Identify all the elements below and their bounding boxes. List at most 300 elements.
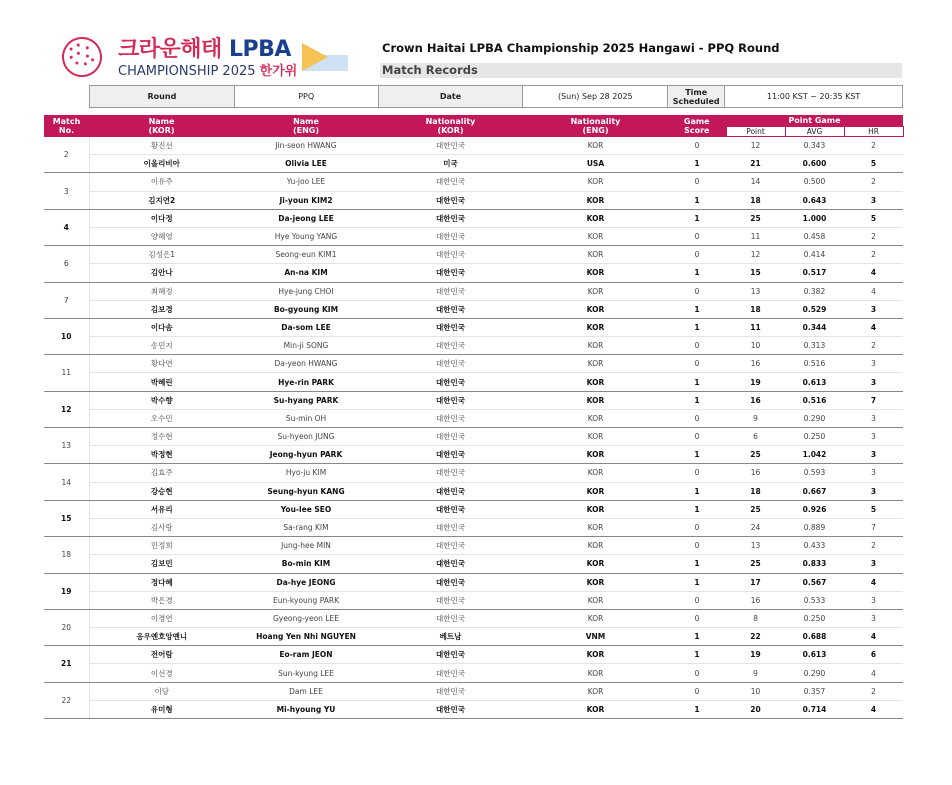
hr-value: 3 bbox=[844, 482, 903, 500]
table-row bbox=[44, 137, 903, 155]
avg-value: 0.250 bbox=[785, 428, 844, 446]
hr-value: 5 bbox=[844, 155, 903, 173]
hr-value: 3 bbox=[844, 300, 903, 318]
player-name-eng: Seung-hyun KANG bbox=[234, 482, 378, 500]
avg-value: 0.414 bbox=[785, 246, 844, 264]
player-name-eng: Hye-rin PARK bbox=[234, 373, 378, 391]
nationality-kor: 대한민국 bbox=[378, 609, 523, 627]
point-value: 19 bbox=[726, 646, 785, 664]
nationality-eng: KOR bbox=[523, 482, 668, 500]
point-value: 18 bbox=[726, 300, 785, 318]
avg-value: 0.516 bbox=[785, 391, 844, 409]
player-name-kor: 이당 bbox=[89, 682, 234, 700]
hr-value: 3 bbox=[844, 409, 903, 427]
date-value: (Sun) Sep 28 2025 bbox=[523, 86, 668, 108]
player-name-kor: 김지연2 bbox=[89, 191, 234, 209]
match-number: 19 bbox=[44, 573, 89, 609]
nationality-kor: 대한민국 bbox=[378, 428, 523, 446]
hr-value: 2 bbox=[844, 246, 903, 264]
col-name-kor: Name (KOR) bbox=[89, 115, 234, 137]
table-row bbox=[44, 246, 903, 264]
game-score: 1 bbox=[668, 500, 726, 518]
nationality-kor: 대한민국 bbox=[378, 300, 523, 318]
game-score: 0 bbox=[668, 591, 726, 609]
nationality-kor: 대한민국 bbox=[378, 282, 523, 300]
player-name-eng: Su-hyeon JUNG bbox=[234, 428, 378, 446]
point-value: 10 bbox=[726, 682, 785, 700]
point-value: 8 bbox=[726, 609, 785, 627]
table-row bbox=[44, 700, 903, 718]
col-nat-kor: Nationality (KOR) bbox=[378, 115, 523, 137]
nationality-kor: 대한민국 bbox=[378, 373, 523, 391]
player-name-kor: 오수민 bbox=[89, 409, 234, 427]
nationality-kor: 대한민국 bbox=[378, 482, 523, 500]
round-info-table bbox=[89, 85, 903, 108]
point-value: 25 bbox=[726, 500, 785, 518]
point-value: 19 bbox=[726, 373, 785, 391]
match-number: 2 bbox=[44, 137, 89, 173]
col-nat-eng: Nationality (ENG) bbox=[523, 115, 668, 137]
player-name-eng: Eun-kyoung PARK bbox=[234, 591, 378, 609]
match-number: 15 bbox=[44, 500, 89, 536]
game-score: 1 bbox=[668, 300, 726, 318]
nationality-kor: 대한민국 bbox=[378, 591, 523, 609]
avg-value: 0.667 bbox=[785, 482, 844, 500]
nationality-eng: KOR bbox=[523, 446, 668, 464]
game-score: 0 bbox=[668, 246, 726, 264]
match-number: 12 bbox=[44, 391, 89, 427]
point-value: 12 bbox=[726, 246, 785, 264]
table-row bbox=[44, 500, 903, 518]
point-value: 16 bbox=[726, 391, 785, 409]
game-score: 0 bbox=[668, 137, 726, 155]
table-row bbox=[44, 355, 903, 373]
player-name-eng: Gyeong-yeon LEE bbox=[234, 609, 378, 627]
game-score: 0 bbox=[668, 282, 726, 300]
table-row bbox=[44, 646, 903, 664]
point-value: 14 bbox=[726, 173, 785, 191]
logo-moon-shape bbox=[302, 43, 328, 71]
game-score: 0 bbox=[668, 518, 726, 536]
avg-value: 0.688 bbox=[785, 628, 844, 646]
match-number: 20 bbox=[44, 609, 89, 645]
player-name-kor: 전어람 bbox=[89, 646, 234, 664]
hr-value: 4 bbox=[844, 282, 903, 300]
player-name-eng: Min-ji SONG bbox=[234, 337, 378, 355]
player-name-kor: 정수현 bbox=[89, 428, 234, 446]
nationality-kor: 미국 bbox=[378, 155, 523, 173]
avg-value: 0.593 bbox=[785, 464, 844, 482]
player-name-eng: Da-yeon HWANG bbox=[234, 355, 378, 373]
nationality-kor: 대한민국 bbox=[378, 409, 523, 427]
player-name-kor: 김사랑 bbox=[89, 518, 234, 536]
match-number: 13 bbox=[44, 428, 89, 464]
player-name-eng: Jin-seon HWANG bbox=[234, 137, 378, 155]
avg-value: 0.926 bbox=[785, 500, 844, 518]
avg-value: 0.433 bbox=[785, 537, 844, 555]
nationality-eng: KOR bbox=[523, 227, 668, 245]
nationality-kor: 대한민국 bbox=[378, 500, 523, 518]
player-name-eng: Eo-ram JEON bbox=[234, 646, 378, 664]
player-name-eng: Yu-joo LEE bbox=[234, 173, 378, 191]
nationality-kor: 대한민국 bbox=[378, 246, 523, 264]
point-value: 10 bbox=[726, 337, 785, 355]
player-name-kor: 박혜린 bbox=[89, 373, 234, 391]
match-number: 4 bbox=[44, 209, 89, 245]
point-value: 18 bbox=[726, 482, 785, 500]
match-records-table bbox=[44, 115, 904, 719]
col-game-score: Game Score bbox=[668, 115, 726, 137]
game-score: 1 bbox=[668, 628, 726, 646]
avg-value: 0.889 bbox=[785, 518, 844, 536]
point-value: 25 bbox=[726, 555, 785, 573]
point-value: 16 bbox=[726, 464, 785, 482]
avg-value: 0.357 bbox=[785, 682, 844, 700]
point-value: 21 bbox=[726, 155, 785, 173]
table-row bbox=[44, 264, 903, 282]
nationality-eng: KOR bbox=[523, 318, 668, 336]
nationality-kor: 대한민국 bbox=[378, 227, 523, 245]
player-name-kor: 강승현 bbox=[89, 482, 234, 500]
nationality-kor: 대한민국 bbox=[378, 337, 523, 355]
section-bar bbox=[380, 63, 902, 78]
table-row bbox=[44, 282, 903, 300]
nationality-kor: 대한민국 bbox=[378, 573, 523, 591]
player-name-kor: 이다정 bbox=[89, 209, 234, 227]
time-value: 11:00 KST ~ 20:35 KST bbox=[725, 86, 903, 108]
hr-value: 3 bbox=[844, 191, 903, 209]
nationality-kor: 대한민국 bbox=[378, 682, 523, 700]
nationality-kor: 대한민국 bbox=[378, 391, 523, 409]
player-name-kor: 김보경 bbox=[89, 300, 234, 318]
player-name-kor: 최혜정 bbox=[89, 282, 234, 300]
table-row bbox=[44, 428, 903, 446]
col-name-eng: Name (ENG) bbox=[234, 115, 378, 137]
hr-value: 4 bbox=[844, 264, 903, 282]
logo-wordmark: 크라운해태 LPBA bbox=[118, 37, 291, 62]
avg-value: 0.714 bbox=[785, 700, 844, 718]
avg-value: 0.344 bbox=[785, 318, 844, 336]
nationality-kor: 대한민국 bbox=[378, 191, 523, 209]
table-row bbox=[44, 409, 903, 427]
nationality-eng: KOR bbox=[523, 246, 668, 264]
match-number: 14 bbox=[44, 464, 89, 500]
table-row bbox=[44, 555, 903, 573]
player-name-eng: Sun-kyung LEE bbox=[234, 664, 378, 682]
game-score: 1 bbox=[668, 191, 726, 209]
point-value: 16 bbox=[726, 355, 785, 373]
player-name-kor: 김효주 bbox=[89, 464, 234, 482]
nationality-eng: KOR bbox=[523, 282, 668, 300]
date-label: Date bbox=[378, 86, 523, 108]
player-name-eng: Hye Young YANG bbox=[234, 227, 378, 245]
table-row bbox=[44, 300, 903, 318]
hr-value: 3 bbox=[844, 428, 903, 446]
point-value: 13 bbox=[726, 282, 785, 300]
match-number: 6 bbox=[44, 246, 89, 282]
document-title: Crown Haitai LPBA Championship 2025 Hangawi - PPQ Round bbox=[382, 41, 780, 55]
game-score: 1 bbox=[668, 209, 726, 227]
game-score: 1 bbox=[668, 573, 726, 591]
point-value: 20 bbox=[726, 700, 785, 718]
hr-value: 4 bbox=[844, 318, 903, 336]
player-name-kor: 박수향 bbox=[89, 391, 234, 409]
nationality-kor: 대한민국 bbox=[378, 646, 523, 664]
col-avg: AVG bbox=[785, 127, 844, 137]
nationality-kor: 대한민국 bbox=[378, 318, 523, 336]
nationality-eng: KOR bbox=[523, 355, 668, 373]
nationality-eng: USA bbox=[523, 155, 668, 173]
nationality-eng: KOR bbox=[523, 664, 668, 682]
match-number: 18 bbox=[44, 537, 89, 573]
point-value: 17 bbox=[726, 573, 785, 591]
game-score: 0 bbox=[668, 537, 726, 555]
nationality-eng: KOR bbox=[523, 573, 668, 591]
player-name-eng: Da-som LEE bbox=[234, 318, 378, 336]
point-value: 24 bbox=[726, 518, 785, 536]
player-name-kor: 김보민 bbox=[89, 555, 234, 573]
point-value: 11 bbox=[726, 318, 785, 336]
player-name-eng: Ji-youn KIM2 bbox=[234, 191, 378, 209]
game-score: 0 bbox=[668, 409, 726, 427]
player-name-kor: 응우옌호앙옌니 bbox=[89, 628, 234, 646]
nationality-eng: KOR bbox=[523, 300, 668, 318]
game-score: 1 bbox=[668, 391, 726, 409]
match-number: 21 bbox=[44, 646, 89, 682]
point-value: 15 bbox=[726, 264, 785, 282]
nationality-eng: KOR bbox=[523, 500, 668, 518]
player-name-kor: 이유주 bbox=[89, 173, 234, 191]
game-score: 0 bbox=[668, 664, 726, 682]
hr-value: 5 bbox=[844, 209, 903, 227]
nationality-eng: KOR bbox=[523, 137, 668, 155]
player-name-kor: 유미형 bbox=[89, 700, 234, 718]
col-point: Point bbox=[726, 127, 785, 137]
lpba-logo bbox=[60, 33, 350, 83]
hr-value: 4 bbox=[844, 573, 903, 591]
avg-value: 0.833 bbox=[785, 555, 844, 573]
player-name-eng: Jung-hee MIN bbox=[234, 537, 378, 555]
game-score: 1 bbox=[668, 646, 726, 664]
nationality-kor: 대한민국 bbox=[378, 446, 523, 464]
hr-value: 3 bbox=[844, 555, 903, 573]
table-row bbox=[44, 609, 903, 627]
player-name-eng: Hoang Yen Nhi NGUYEN bbox=[234, 628, 378, 646]
game-score: 1 bbox=[668, 373, 726, 391]
nationality-kor: 대한민국 bbox=[378, 355, 523, 373]
hr-value: 3 bbox=[844, 591, 903, 609]
table-row bbox=[44, 628, 903, 646]
player-name-eng: Seong-eun KIM1 bbox=[234, 246, 378, 264]
avg-value: 0.343 bbox=[785, 137, 844, 155]
player-name-kor: 이올리비아 bbox=[89, 155, 234, 173]
point-value: 9 bbox=[726, 409, 785, 427]
nationality-kor: 대한민국 bbox=[378, 700, 523, 718]
player-name-kor: 황다연 bbox=[89, 355, 234, 373]
avg-value: 0.613 bbox=[785, 373, 844, 391]
game-score: 0 bbox=[668, 355, 726, 373]
hr-value: 7 bbox=[844, 518, 903, 536]
player-name-kor: 이선경 bbox=[89, 664, 234, 682]
nationality-kor: 베트남 bbox=[378, 628, 523, 646]
player-name-eng: Mi-hyoung YU bbox=[234, 700, 378, 718]
point-value: 12 bbox=[726, 137, 785, 155]
nationality-kor: 대한민국 bbox=[378, 173, 523, 191]
player-name-kor: 황진선 bbox=[89, 137, 234, 155]
hr-value: 2 bbox=[844, 173, 903, 191]
hr-value: 3 bbox=[844, 355, 903, 373]
nationality-eng: KOR bbox=[523, 591, 668, 609]
nationality-eng: KOR bbox=[523, 337, 668, 355]
nationality-eng: KOR bbox=[523, 609, 668, 627]
nationality-eng: KOR bbox=[523, 682, 668, 700]
nationality-eng: KOR bbox=[523, 464, 668, 482]
game-score: 0 bbox=[668, 337, 726, 355]
avg-value: 0.250 bbox=[785, 609, 844, 627]
game-score: 1 bbox=[668, 555, 726, 573]
section-title: Match Records bbox=[382, 63, 478, 77]
game-score: 0 bbox=[668, 173, 726, 191]
nationality-eng: KOR bbox=[523, 264, 668, 282]
avg-value: 0.458 bbox=[785, 227, 844, 245]
avg-value: 0.600 bbox=[785, 155, 844, 173]
point-value: 22 bbox=[726, 628, 785, 646]
col-point-game: Point Game bbox=[726, 115, 903, 127]
avg-value: 0.643 bbox=[785, 191, 844, 209]
player-name-eng: Da-hye JEONG bbox=[234, 573, 378, 591]
hr-value: 7 bbox=[844, 391, 903, 409]
player-name-eng: Su-min OH bbox=[234, 409, 378, 427]
game-score: 0 bbox=[668, 464, 726, 482]
avg-value: 0.516 bbox=[785, 355, 844, 373]
game-score: 1 bbox=[668, 700, 726, 718]
match-number: 22 bbox=[44, 682, 89, 718]
avg-value: 0.529 bbox=[785, 300, 844, 318]
player-name-eng: Bo-gyoung KIM bbox=[234, 300, 378, 318]
round-value: PPQ bbox=[234, 86, 378, 108]
nationality-kor: 대한민국 bbox=[378, 518, 523, 536]
nationality-eng: KOR bbox=[523, 537, 668, 555]
nationality-eng: KOR bbox=[523, 555, 668, 573]
game-score: 1 bbox=[668, 264, 726, 282]
game-score: 0 bbox=[668, 609, 726, 627]
table-row bbox=[44, 537, 903, 555]
nationality-eng: KOR bbox=[523, 428, 668, 446]
nationality-kor: 대한민국 bbox=[378, 464, 523, 482]
nationality-eng: KOR bbox=[523, 373, 668, 391]
hr-value: 5 bbox=[844, 500, 903, 518]
nationality-eng: KOR bbox=[523, 700, 668, 718]
nationality-eng: KOR bbox=[523, 409, 668, 427]
player-name-eng: Da-jeong LEE bbox=[234, 209, 378, 227]
billiard-ball-icon bbox=[58, 33, 107, 82]
player-name-kor: 송민지 bbox=[89, 337, 234, 355]
match-number: 11 bbox=[44, 355, 89, 391]
table-row bbox=[44, 209, 903, 227]
game-score: 0 bbox=[668, 682, 726, 700]
logo-subline: CHAMPIONSHIP 2025 한가위 bbox=[118, 64, 298, 79]
player-name-eng: Bo-min KIM bbox=[234, 555, 378, 573]
player-name-eng: Hyo-ju KIM bbox=[234, 464, 378, 482]
table-row bbox=[44, 446, 903, 464]
avg-value: 0.290 bbox=[785, 664, 844, 682]
nationality-eng: VNM bbox=[523, 628, 668, 646]
nationality-kor: 대한민국 bbox=[378, 664, 523, 682]
player-name-kor: 이경연 bbox=[89, 609, 234, 627]
point-value: 9 bbox=[726, 664, 785, 682]
player-name-eng: Sa-rang KIM bbox=[234, 518, 378, 536]
table-row bbox=[44, 518, 903, 536]
player-name-eng: Jeong-hyun PARK bbox=[234, 446, 378, 464]
nationality-kor: 대한민국 bbox=[378, 264, 523, 282]
table-row bbox=[44, 482, 903, 500]
match-number: 10 bbox=[44, 318, 89, 354]
game-score: 1 bbox=[668, 446, 726, 464]
table-row bbox=[44, 464, 903, 482]
game-score: 1 bbox=[668, 482, 726, 500]
avg-value: 0.313 bbox=[785, 337, 844, 355]
table-row bbox=[44, 155, 903, 173]
point-value: 11 bbox=[726, 227, 785, 245]
time-label: Time Scheduled bbox=[668, 86, 725, 108]
player-name-eng: Su-hyang PARK bbox=[234, 391, 378, 409]
hr-value: 3 bbox=[844, 609, 903, 627]
nationality-eng: KOR bbox=[523, 173, 668, 191]
avg-value: 1.042 bbox=[785, 446, 844, 464]
table-row bbox=[44, 318, 903, 336]
hr-value: 3 bbox=[844, 446, 903, 464]
avg-value: 0.382 bbox=[785, 282, 844, 300]
player-name-eng: Hye-jung CHOI bbox=[234, 282, 378, 300]
point-value: 13 bbox=[726, 537, 785, 555]
round-label: Round bbox=[90, 86, 235, 108]
nationality-eng: KOR bbox=[523, 646, 668, 664]
game-score: 1 bbox=[668, 155, 726, 173]
table-row bbox=[44, 173, 903, 191]
hr-value: 4 bbox=[844, 700, 903, 718]
hr-value: 2 bbox=[844, 227, 903, 245]
avg-value: 1.000 bbox=[785, 209, 844, 227]
game-score: 0 bbox=[668, 428, 726, 446]
player-name-kor: 정다혜 bbox=[89, 573, 234, 591]
avg-value: 0.533 bbox=[785, 591, 844, 609]
nationality-eng: KOR bbox=[523, 518, 668, 536]
avg-value: 0.567 bbox=[785, 573, 844, 591]
game-score: 1 bbox=[668, 318, 726, 336]
table-row bbox=[44, 664, 903, 682]
hr-value: 3 bbox=[844, 373, 903, 391]
avg-value: 0.290 bbox=[785, 409, 844, 427]
nationality-eng: KOR bbox=[523, 391, 668, 409]
records-body bbox=[44, 137, 903, 719]
match-number: 3 bbox=[44, 173, 89, 209]
col-match-no: Match No. bbox=[44, 115, 89, 137]
nationality-kor: 대한민국 bbox=[378, 537, 523, 555]
player-name-eng: Olivia LEE bbox=[234, 155, 378, 173]
hr-value: 6 bbox=[844, 646, 903, 664]
table-row bbox=[44, 591, 903, 609]
point-value: 25 bbox=[726, 209, 785, 227]
player-name-kor: 김성은1 bbox=[89, 246, 234, 264]
player-name-kor: 김안나 bbox=[89, 264, 234, 282]
avg-value: 0.500 bbox=[785, 173, 844, 191]
hr-value: 3 bbox=[844, 464, 903, 482]
point-value: 6 bbox=[726, 428, 785, 446]
nationality-eng: KOR bbox=[523, 209, 668, 227]
table-row bbox=[44, 227, 903, 245]
table-row bbox=[44, 191, 903, 209]
hr-value: 2 bbox=[844, 682, 903, 700]
